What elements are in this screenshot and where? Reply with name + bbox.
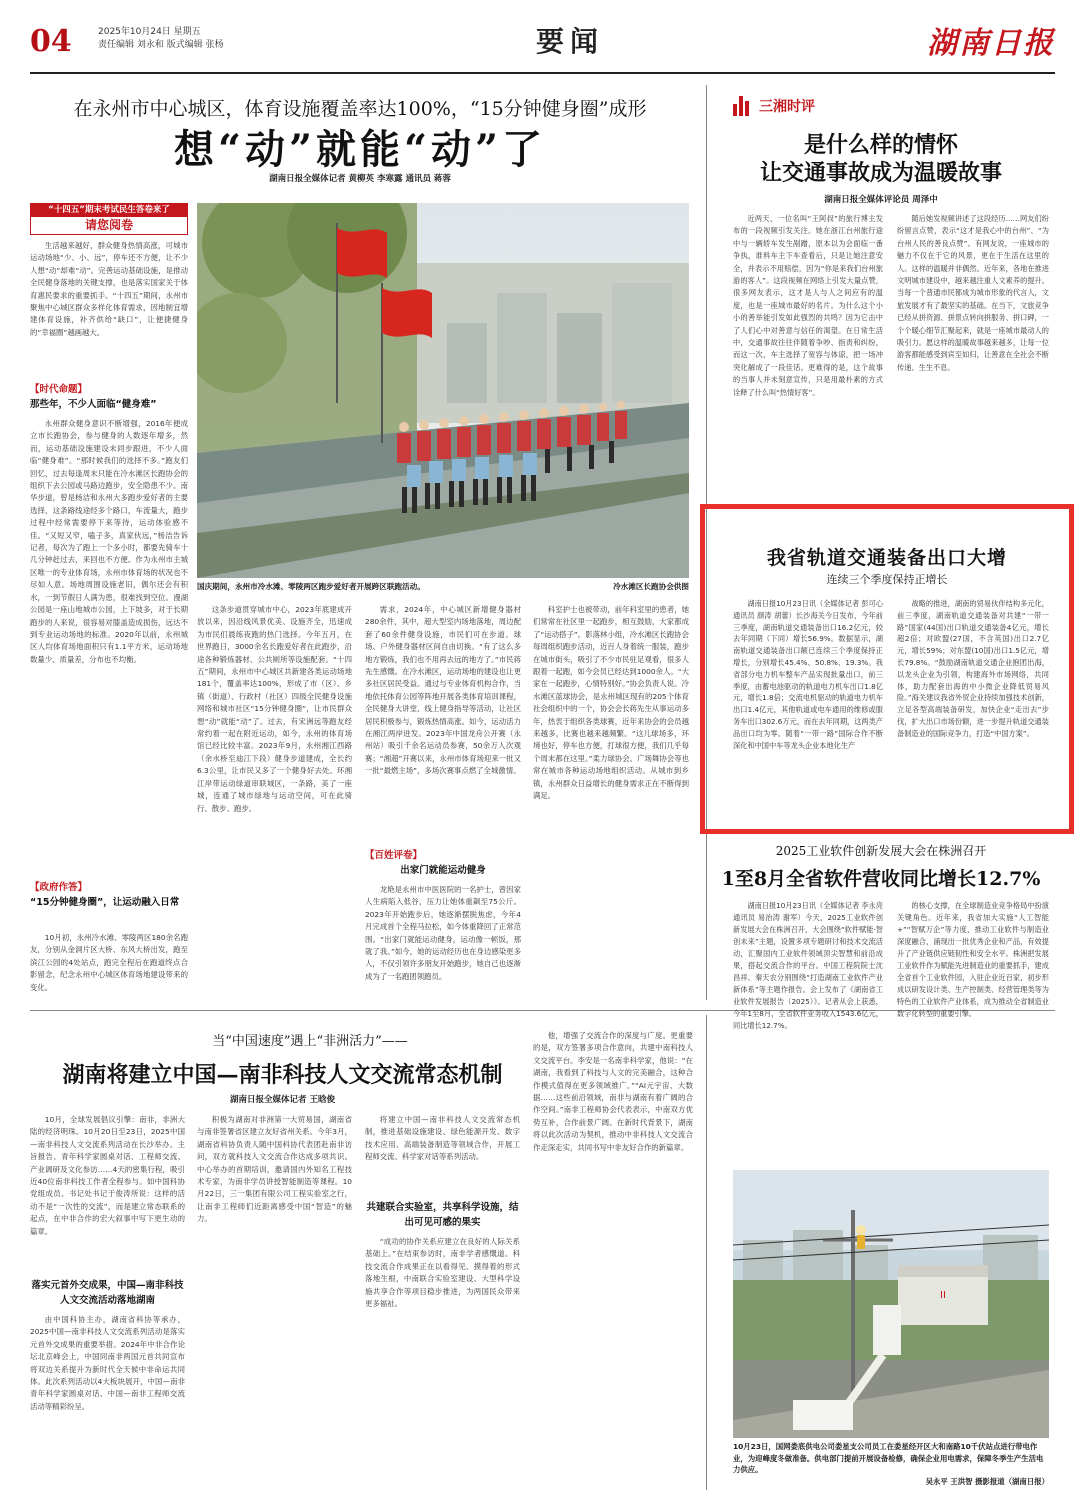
lead-section-1-text: 永州群众健身意识不断增强，2016年便成立市长跑协会，参与健身的人数逐年增多，然而，运动基础设施建设未同步跟进，不少人面临“健身难”。“那时候我们的选择不多。”跑友们回忆，过去每逢周末只能在冷水滩区长跑协会的组织下去公园或马路边跑步，安全隐患不少。南华步道，曾是杨洁和永州大多跑步爱好者的主要选择，这条路线途经多个路口，车流量大，跑步过程中经常需要停下来等待，运动体验感不佳。“又短又窄，嗑子多，真家伙远，”杨洁告诉记者，每次为了跑上一个多小时，都要先骑车十几分钟赶过去，来回也不方便。作为永州市主城区唯一的专业体育场，永州市体育场的状况也不尽如人意。场地周围设施老旧，偶尔还会有积水，一到节假日人满为患，很难找到空位。漫湖公园是一座山地城市公园，上下坡多，对于长期跑步的人来说，很容易对膝盖造成损伤，远达不到专业运动场地的标准。2020年以前，永州城区人均体育场地面积只有1.1平方米，运动场地数量少、质量差，分布也不均衡。 xyxy=(30,419,188,664)
lead-column-2-text: 需求，2024年，中心城区新增健身器材280余件，其中，超大型室内场地落地，周边配套了60余件健身设施，市民们可在步道、球场、户外健身器材区间自由切换。“有了这么多地方锻炼，我们也不用再去远的地方了。”市民蒋先生感慨。在冷水滩区，运动场地的建设也让更多社区居民受益。通过与专业体育机构合作，当地依托体育公园等阵地开展各类体育培训课程，全民健身大讲堂、线上健身指导等活动，让社区居民积极参与，锻炼热情高涨。如今，运动活力在湘江两岸迸发。2023年中国龙舟公开赛（永州站）吸引千余名运动员参赛，50余万人次观赛；“湘超”开赛以来，永州市体育场迎来一批又一批“最燃主场”，多场次赛事点燃了全城激情。 xyxy=(365,605,521,776)
africa-subhead-2: 共建联合实验室，共享科学设施，结出可见可感的果实 xyxy=(366,1202,519,1228)
africa-column-3-text: 将建立中国—南非科技人文交流常态机制，推进基础设施建设、绿色能源开发、数字技术应用、高端装备制造等领域合作，开展工程师交流、科学家对话等系列活动。 xyxy=(365,1115,520,1162)
commentary-byline: 湖南日报全媒体评论员 周泽中 xyxy=(824,195,938,205)
rail-column-2 xyxy=(897,598,1049,818)
editors-line: 责任编辑 刘永和 版式编辑 张杨 xyxy=(98,40,224,50)
lead-headline: 想“动”就能“动”了 xyxy=(173,126,547,173)
lead-section-2 xyxy=(30,932,188,1002)
africa-column-1b-text: 由中国科协主办，湖南省科协等承办，2025中国—南非科技人文交流系列活动是落实元首外交成果的重要举措。2024年中非合作论坛北京峰会上，中国同南非两国元首共同宣布将双边关系提升为新时代全天候中非命运共同体。此次系列活动以4大板块展开，中国—南非青年科学家圆桌对话、中国—南非工程师交流活动等精彩纷呈。 xyxy=(30,1315,185,1411)
lead-photo-credit: 冷水滩区长跑协会供图 xyxy=(613,582,689,591)
section-name: 要闻 xyxy=(535,25,604,58)
subhead-tag: 【时代命题】 xyxy=(30,384,88,395)
commentary-column-2 xyxy=(897,213,1049,501)
rail-subheadline: 连续三个季度保持正增长 xyxy=(826,573,948,586)
commentary-column-logo xyxy=(733,96,815,116)
lead-subhead-2 xyxy=(30,880,188,910)
africa-column-3b-text: “成功的协作关系应建立在良好的人际关系基础上。”在结束参访时，南非学者感慨道。科技交流合作成果正在以看得见、摸得着的形式落地生根，中南联合实验室建设、大型科学设施共享合作等项目稳步推进，为两国民众带来更多福祉。 xyxy=(365,1237,520,1309)
subhead-tag: 【百姓评卷】 xyxy=(365,850,423,861)
africa-column-1 xyxy=(30,1114,185,1274)
lead-section-1 xyxy=(30,418,188,873)
svg-text:II: II xyxy=(940,1290,946,1301)
commentary-column-1 xyxy=(733,213,883,501)
series-label-top: “十四五”期末考试民生答卷来了 xyxy=(31,204,187,217)
lead-photo-caption: 国庆期间，永州市冷水滩、零陵两区跑步爱好者开展跨区联跑活动。 xyxy=(197,582,425,591)
africa-headline: 湖南将建立中国—南非科技人文交流常态机制 xyxy=(62,1062,503,1088)
software-column-2-text: 的核心支撑，在全球制造业竞争格局中扮演关键角色。近年来，我省加大实施“人工智能+”“智赋万企”等力度，推动工业软件与制造业深度融合，涌现出一批优秀企业和产品，有效提升了产业链供应链韧性和安全水平。株洲把发展工业软件作为赋能先进制造业的重要抓手，建成全省首个工业软件园，入驻企业近百家，初步形成以研发设计类、生产控制类、经营管理类等为特色的工业软件产业体系，成为推动全省制造业数字化转型的重要引擎。 xyxy=(897,901,1049,1018)
lead-subhead-1 xyxy=(30,382,188,412)
date-line: 2025年10月24日 星期五 xyxy=(98,27,201,37)
africa-byline: 湖南日报全媒体记者 王晗俊 xyxy=(230,1095,335,1105)
rail-headline: 我省轨道交通装备出口大增 xyxy=(766,547,1007,569)
power-photo xyxy=(733,1170,1049,1438)
lead-column-1 xyxy=(197,604,352,1002)
column-label: 三湘时评 xyxy=(759,99,815,115)
page-number: 04 xyxy=(30,24,72,59)
software-column-1 xyxy=(733,900,883,1170)
commentary-headline-2: 让交通事故成为温暖故事 xyxy=(759,160,1002,186)
commentary-column-1-text: 近两天，一位名叫“王阿叔”的旅行博主发布的一段视频引发关注。她在浙江台州旅行途中与一辆轿车发生剐蹭，原本以为会面临一番争执，谁料车主下车查看后，只是让她注意安全，并表示不用赔偿，因为“你是来我们台州旅游的客人”。这段视频在网络上引发大量点赞，很多网友表示，这才是人与人之间应有的温度，也是一座城市最好的名片。为什么这个小小的善举能引发如此强烈的共鸣？因为它击中了人们心中对善意与信任的渴望。在日常生活中，交通事故往往伴随着争吵、指责和纠纷，而这一次，车主选择了宽容与体谅，把一场冲突化解成了一段佳话。更难得的是，这个故事的当事人并未刻意宣传，只是用最朴素的方式诠释了什么叫“热情好客”。 xyxy=(733,214,883,397)
subhead-text: 出家门就能运动健身 xyxy=(400,865,486,876)
software-column-1-text: 湖南日报10月23日讯（全媒体记者 李永亮 通讯员 易治涛 谢军）今天，2025工业软件创新发展大会在株洲召开，大会围绕“软件赋能·智创未来”主题，设置多项专题研讨和技术交流活动，汇聚国内工业软件领域顶尖智慧和前沿成果，搭起交流合作的平台。中国工程院院士沈昌祥、秦天农分别围绕“打造湖南工业软件产业新体系”等主题作报告。会上发布了《湖南省工业软件发展报告（2025）》。记者从会上获悉，今年1至8月，全省软件业务收入1543.6亿元，同比增长12.7%。 xyxy=(733,901,883,1030)
subhead-text: 那些年，不少人面临“健身难” xyxy=(30,399,157,410)
series-label xyxy=(30,203,188,235)
africa-column-3b xyxy=(365,1236,520,1490)
africa-column-4 xyxy=(533,1030,693,1490)
lead-subhead-3 xyxy=(365,848,521,878)
brand-logo: 湖南日报 xyxy=(927,26,1055,61)
lead-photo xyxy=(197,203,689,578)
lead-intro xyxy=(30,240,188,374)
lead-column-3-text: 科室护士也被带动，前年科室里的患者，她们常常在社区里一起跑步，相互鼓励，大家都成了“运动搭子”。影落林小组，冷水滩区长跑协会每周组织跑步活动，近百人身着统一服装，跑步在城市街头，吸引了不少市民驻足观看，很多人跟着一起跑，如今会员已经达到1000余人。“大家在一起跑步，心情特别好。”协会负责人说。冷水滩区蓝球协会，是永州城区现有的205个体育社会组织中的一个，协会会长蒋先生从事运动多年，热衷于组织各类球赛，近年来协会的会员越来越多，比赛也越来越频繁。“这儿球场多，环境也好，停车也方便，打球很方便，我们几乎每个周末都在这里。”柔力球协会、广场舞协会等也常在城市各种运动场地组织活动。从城市到乡镇，永州群众日益增长的健身需求正在不断得到满足。 xyxy=(533,605,689,801)
lead-intro-text: 生活越来越好，群众健身热情高涨，可城市运动场地“少、小、远”，停车还不方便，让不少人想“动”却难“动”。完善运动基础设施，是推动全民健身落地的关键支撑，也是落实国家关于体育惠民要求的重要抓手。“十四五”期间，永州市聚焦中心城区群众多样化体育需求，因地制宜增建体育设施，补齐供给“缺口”，让便捷健身的“幸福圈”越画越大。 xyxy=(30,241,188,337)
africa-kicker: 当“中国速度”遇上“非洲活力”—— xyxy=(212,1034,408,1049)
power-photo-illustration xyxy=(733,1170,1049,1438)
africa-column-3 xyxy=(365,1114,520,1196)
lead-section-2-text: 10月初，永州冷水滩、零陵两区180余名跑友，分别从金洞片区大桥、东风大桥出发，跑至滨江公园的4处站点，跑完全程后在跑道终点合影留念，纪念永州中心城区体育场地建设带来的变化。 xyxy=(30,933,188,992)
lead-byline: 湖南日报全媒体记者 黄柳英 李寒露 通讯员 蒋蓉 xyxy=(269,174,451,184)
lead-column-1-text: 这条步道贯穿城市中心，2023年底建成开放以来，因沿线风景优美、设施齐全，迅速成为市民们晨练夜跑的热门选择。今年五月，在世界跑日，3000余名长跑爱好者在此跑步，沿途各种锻炼器材、公共厕所等设施配套。“十四五”期间，永州市中心城区共新建各类运动场地181个，覆盖率达100%，形成了市（区）、乡镇（街道）、行政村（社区）四级全民健身设施网络和城市社区“15分钟健身圈”，让市民群众想“动”就能“动”了。过去，有宋洲远等跑友经常约着一起在附近运动，如今，永州的体育场馆已经比较丰富。2023年9月，永州湘江西路（余水桥至迪江下段）健身步道建成，全长约6.3公里，让市民又多了一个健身好去处。环湘江岸带运动绿道串联城区，一条路，美了一座城，连通了城市绿地与运动空间，可在此骑行、散步、跑步。 xyxy=(197,605,352,813)
africa-subhead-1: 落实元首外交成果，中国—南非科技人文交流活动落地湖南 xyxy=(31,1280,184,1306)
commentary-headline-1: 是什么样的情怀 xyxy=(803,132,958,158)
africa-column-4-text: 他，增强了交流合作的深度与广度。更重要的是，双方签署多项合作意向，共建中南科技人文交流平台。李安是一名南非科学家，他说：“在湖南，我看到了科技与人文的完美融合，这种合作模式值得在更多领域推广。”“AI元宇宙、大数据……这些前沿领域，南非与湖南有着广阔的合作空间。”南非工程师协会代表表示，中南双方优势互补，合作前景广阔。在新时代背景下，湖南将以此次活动为契机，推动中非科技人文交流合作走深走实，共同书写中非友好合作的新篇章。 xyxy=(533,1031,693,1152)
rail-column-1 xyxy=(733,598,883,818)
power-photo-caption: 10月23日，国网娄底供电公司娄星支公司员工在娄星经开区大和南路10千伏站点进行带电作业，为迎峰度冬做准备。供电部门提前开展设备检修，确保企业用电需求，保障冬季生产生活电力供应。 xyxy=(733,1442,1044,1474)
africa-column-2-text: 积极为湖南对非洲第一大贸易国，湖南省与南非签署省区建立友好省州关系。今年3月，湖南省科协负责人随中国科协代表团赴南非访问，双方就科技人文交流合作达成多项共识。中心举办的首期培训，邀请国内外知名工程技术专家，为南非学员讲授智能制造等课程。10月22日，三一集团有限公司工程实验室之行，让南非工程师们近距离感受中国“智造”的魅力。 xyxy=(197,1115,352,1224)
lead-column-2 xyxy=(365,604,521,844)
subhead-text: “15分钟健身圈”，让运动融入日常 xyxy=(30,897,180,908)
lead-column-2b-text: 龙艳是永州市中医医院的一名护士，曾因家人生病陷入低谷，压力让她体重飙至75公斤。2023年开始跑步后，她逐渐摆脱焦虑，今年4月完成首个全程马拉松，如今体重降回了正常范围。“出家门就能运动健身，运动像一顿饭，那就了我。”如今，她的运动经历也在身边感染更多人，不仅引领许多朋友开始跑步，她自己也逐渐成为了一名跑团领跑员。 xyxy=(365,885,521,981)
software-headline: 1至8月全省软件营收同比增长12.7% xyxy=(721,868,1041,890)
masthead xyxy=(30,14,1055,74)
column-logo-icon xyxy=(733,96,753,116)
software-kicker: 2025工业软件创新发展大会在株洲召开 xyxy=(775,844,987,858)
subhead-tag: 【政府作答】 xyxy=(30,882,88,893)
africa-column-1b xyxy=(30,1314,185,1490)
rail-column-1-text: 湖南日报10月23日讯（全媒体记者 彭可心 通讯员 颜涛 胡蕾）长沙海关今日发布，今年前三季度，湖南轨道交通装备出口16.2亿元，较去年同期（下同）增长56.9%。数据显示，湖南轨道交通装备出口额已连续三个季度保持正增长，分别增长45.4%、50.8%、19.3%。我省部分电力机车整车产品实现批量出口，前三季度，由蓄电池驱动的轨道电力机车出口1.8亿元，增长1.8倍；交流电机驱动的轨道电力机车出口1.4亿元，其他轨道或电车通用的维修或服务车出口302.6万元，而在去年同期，这两类产品出口均为零。随着“一带一路”国际合作不断深化和中国中车等龙头企业本地化生产 xyxy=(733,599,883,750)
software-column-2 xyxy=(897,900,1049,1130)
lead-column-2b xyxy=(365,884,521,1002)
series-label-bottom: 请您阅卷 xyxy=(84,218,133,232)
lead-column-3 xyxy=(533,604,689,1002)
column-divider xyxy=(706,1015,707,1490)
africa-column-1-text: 10月，全球发展倡议引擎：南非，非洲大陆的经济明珠。10月20日至23日，2025中国—南非科技人文交流系列活动在长沙举办。主旨报告、青年科学家圆桌对话、工程师交流、产业调研及文化参访……4天的密集行程，吸引近40位南非科技工作者全程参与。如中国科协党组成员、书记处书记于俊涛所说：这样的活动不是“一次性的交流”，而是建立常态联系的起点，在中非合作的宏大叙事中写下更生动的篇章。 xyxy=(30,1115,185,1236)
commentary-column-2-text: 随后她发视频讲述了这段经历……网友们纷纷留言点赞，表示“这才是我心中的台州”、“为台州人民的善良点赞”。有网友说，一座城市的魅力不仅在于它的风景，更在于生活在这里的人。这样的温暖并非偶然。近年来，各地在推进文明城市建设中，越来越注重人文素养的提升。当每一个普通市民都成为城市形象的代言人，文旅发展才有了最坚实的基础。在当下，文旅竞争已经从拼资源、拼景点转向拼服务、拼口碑，一个个暖心细节汇聚起来，就是一座城市最动人的吸引力。愿这样的温暖故事越来越多，让每一位游客都能感受到宾至如归，让善意在全社会不断传递、生生不息。 xyxy=(897,214,1049,372)
power-photo-credit: 吴永平 王洪智 摄影报道（湖南日报） xyxy=(925,1477,1049,1486)
lead-kicker: 在永州市中心城区，体育设施覆盖率达100%，“15分钟健身圈”成形 xyxy=(73,98,647,120)
africa-column-2 xyxy=(197,1114,352,1490)
page-meta xyxy=(98,26,224,52)
rail-column-2-text: 战略的推进，湖南的贸易伙伴结构多元化，前三季度，湖南轨道交通装备对共建“一带一路”国家(44国)出口轨道交通装备4亿元，增长超2倍；对欧盟(27国，不含英国)出口2.7亿元，增长59%；对东盟(10国)出口1.5亿元，增长79.8%。“鼓励湖南轨道交通企业抱团出海，以龙头企业为引领，构建海外市场网络，共同体，助力配套出海的中小微企业降低贸易风险。”海关建议我省外贸企业持续加强技术创新，立足各型高端装备研发，加快企业“走出去”步伐，扩大出口市场份额，进一步提升轨道交通装备制造业的国际竞争力，打造“中国方案”。 xyxy=(897,599,1049,738)
runners-photo-illustration xyxy=(197,203,689,578)
